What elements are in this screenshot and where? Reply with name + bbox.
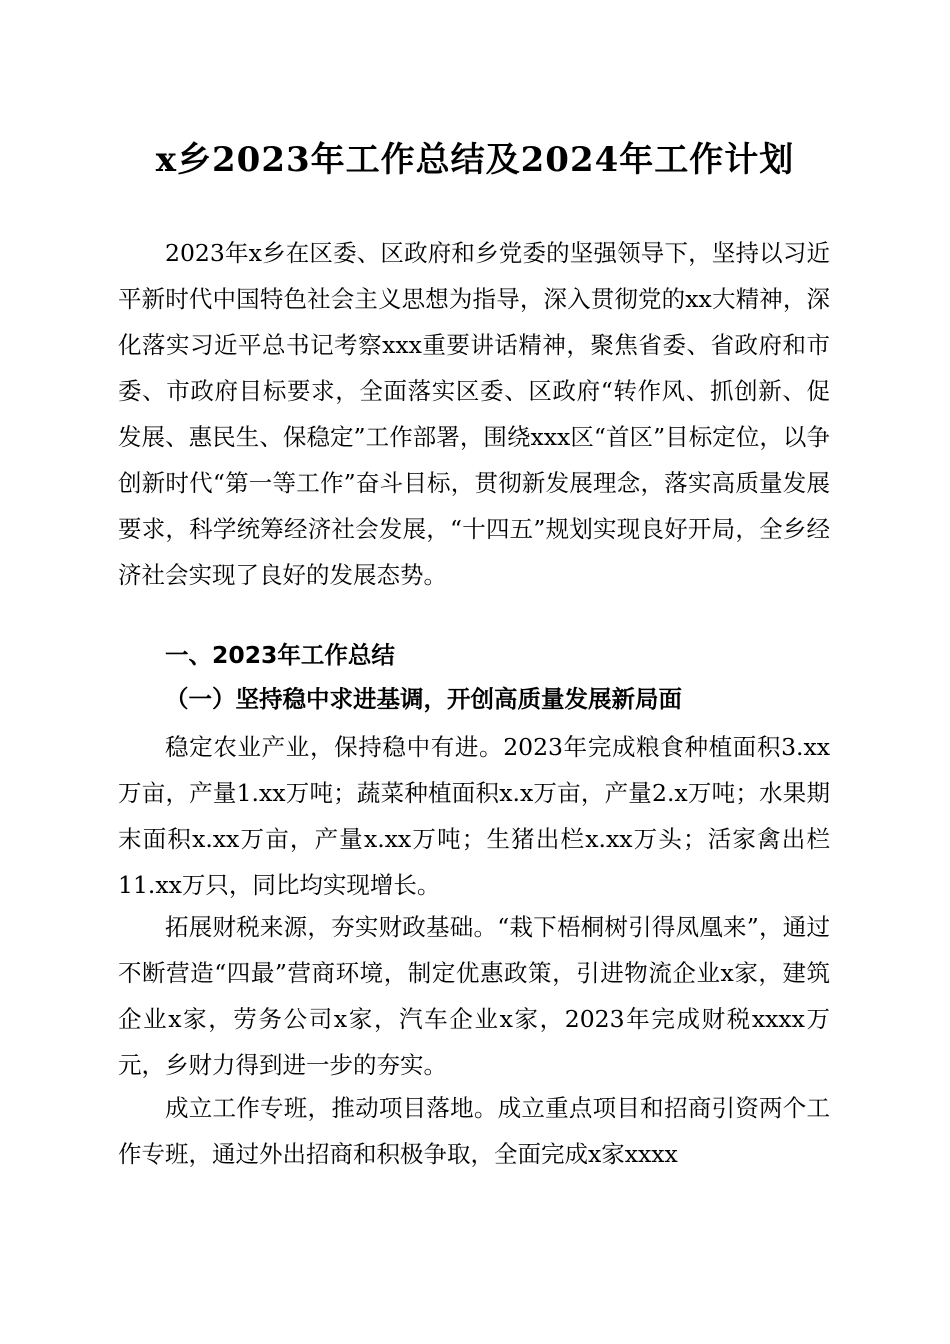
paragraph-agriculture: 稳定农业产业，保持稳中有进。2023年完成粮食种植面积3.xx万亩，产量1.xx万吨；蔬菜种植面积x.x万亩，产量2.x万吨；水果期末面积x.xx万亩，产量x.xx万吨；生猪出栏x.xx万头；活家禽出栏11.xx万只，同比均实现增长。	[118, 733, 830, 899]
subsection-heading-stable-progress: （一）坚持稳中求进基调，开创高质量发展新局面	[165, 685, 682, 713]
section-heading-work-summary: 一、2023年工作总结	[165, 641, 395, 669]
intro-paragraph: 2023年x乡在区委、区政府和乡党委的坚强领导下，坚持以习近平新时代中国特色社会主义思想为指导，深入贯彻党的xx大精神，深化落实习近平总书记考察xxx重要讲话精神，聚焦省委、省政府和市委、市政府目标要求，全面落实区委、区政府“转作风、抓创新、促发展、惠民生、保稳定”工作部署，围绕xxx区“首区”目标定位，以争创新时代“第一等工作”奋斗目标，贯彻新发展理念，落实高质量发展要求，科学统筹经济社会发展，“十四五”规划实现良好开局，全乡经济社会实现了良好的发展态势。	[118, 239, 830, 589]
document-title: x乡2023年工作总结及2024年工作计划	[155, 140, 795, 180]
paragraph-finance: 拓展财税来源，夯实财政基础。“栽下梧桐树引得凤凰来”，通过不断营造“四最”营商环境，制定优惠政策，引进物流企业x家，建筑企业x家，劳务公司x家，汽车企业x家，2023年完成财税xxxx万元，乡财力得到进一步的夯实。	[118, 913, 830, 1079]
paragraph-projects: 成立工作专班，推动项目落地。成立重点项目和招商引资两个工作专班，通过外出招商和积极争取，全面完成x家xxxx	[118, 1094, 830, 1168]
